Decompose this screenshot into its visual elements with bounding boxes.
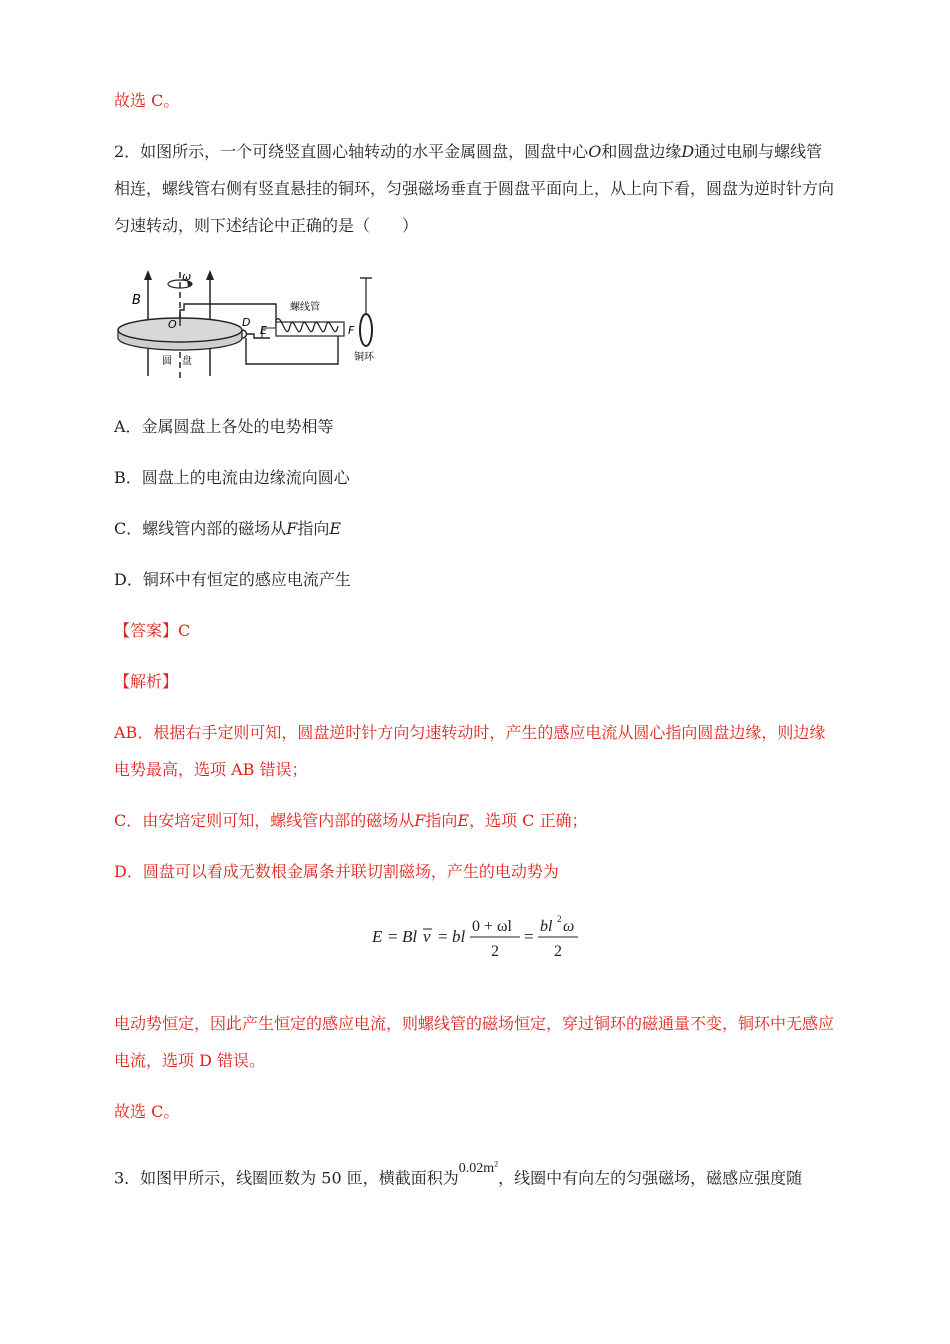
analysis-d: D．圆盘可以看成无数根金属条并联切割磁场，产生的电动势为 — [114, 862, 559, 881]
d-label: D — [242, 316, 251, 329]
option-d: D．铜环中有恒定的感应电流产生 — [114, 570, 351, 589]
o-label: O — [168, 318, 177, 331]
svg-text:2: 2 — [554, 943, 562, 960]
svg-text:=: = — [524, 927, 534, 946]
q2-stem: 2．如图所示，一个可绕竖直圆心轴转动的水平金属圆盘，圆盘中心O和圆盘边缘D通过电刷与螺线管相连，螺线管右侧有竖直悬挂的铜环，匀强磁场垂直于圆盘平面向上，从上向下看，圆盘为逆时针方向匀速转动，则下述结论中正确的是（ ） — [114, 142, 835, 235]
option-c: C．螺线管内部的磁场从F指向E — [114, 519, 342, 538]
svg-text:0 + ωl: 0 + ωl — [472, 918, 512, 935]
analysis-c: C．由安培定则可知，螺线管内部的磁场从F指向E，选项 C 正确； — [114, 811, 588, 830]
disk-label: 圆 盘 — [162, 356, 192, 367]
b-label: B — [132, 293, 141, 308]
q3-stem: 3．如图甲所示，线圈匝数为 50 匝，横截面积为$0.02m^2$，线圈中有向左的匀强磁场，磁感应强度随 — [114, 1159, 803, 1188]
svg-text:bl: bl — [540, 918, 553, 935]
solenoid-label: 螺线管 — [290, 302, 320, 313]
analysis-title: 【解析】 — [114, 672, 179, 691]
q2-conclusion: 故选 C。 — [114, 1102, 180, 1121]
solenoid-core — [276, 322, 344, 336]
svg-text:2: 2 — [557, 914, 562, 924]
option-a: A．金属圆盘上各处的电势相等 — [114, 417, 334, 436]
svg-text:Bl: Bl — [402, 927, 418, 946]
ring-label: 铜环 — [354, 352, 374, 363]
return-wire — [246, 336, 338, 364]
analysis-ab: AB．根据右手定则可知，圆盘逆时针方向匀速转动时，产生的感应电流从圆心指向圆盘边缘，则边缘电势最高，选项 AB 错误； — [114, 723, 826, 779]
option-b: B．圆盘上的电流由边缘流向圆心 — [114, 468, 350, 487]
svg-text:=: = — [388, 927, 398, 946]
svg-text:E: E — [372, 927, 383, 946]
e-label: E — [260, 324, 267, 337]
omega-label: ω — [182, 270, 192, 283]
answer: 【答案】C — [114, 621, 191, 640]
svg-text:bl: bl — [452, 927, 466, 946]
svg-text:v: v — [423, 927, 431, 946]
q1-conclusion: 故选 C。 — [114, 91, 180, 110]
svg-text:ω: ω — [563, 918, 575, 935]
emf-formula — [370, 904, 590, 964]
analysis-tail: 电动势恒定，因此产生恒定的感应电流，则螺线管的磁场恒定，穿过铜环的磁通量不变，铜环中无感应电流，选项 D 错误。 — [114, 1014, 835, 1070]
f-label: F — [348, 324, 355, 337]
svg-text:=: = — [438, 927, 448, 946]
copper-ring — [360, 314, 372, 346]
svg-text:2: 2 — [491, 943, 499, 960]
disk-solenoid-figure — [114, 268, 384, 380]
